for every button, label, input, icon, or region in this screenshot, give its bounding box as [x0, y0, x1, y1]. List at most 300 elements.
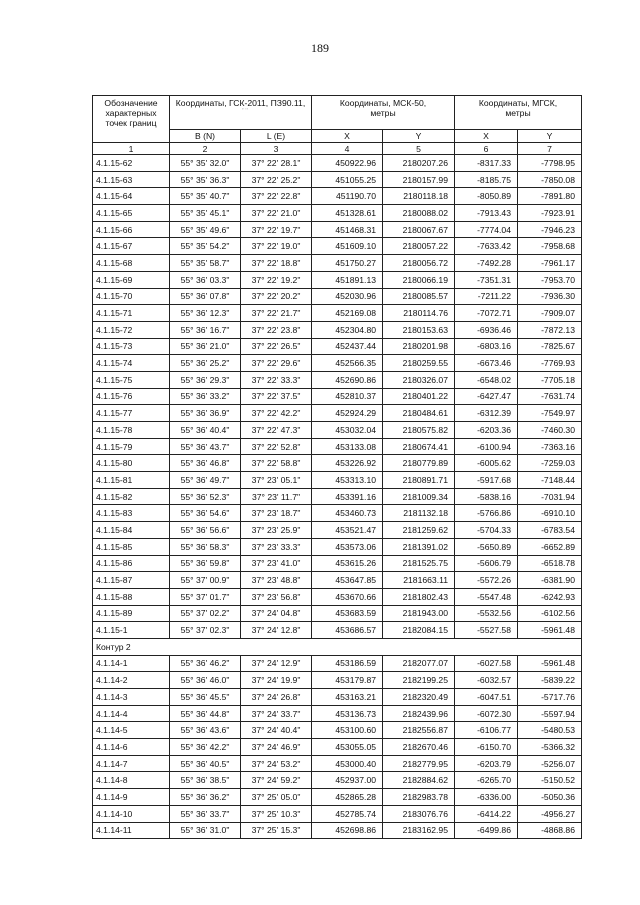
point-id-cell: 4.1.14-6	[93, 739, 170, 756]
longitude-l-cell: 37° 22' 25.2"	[241, 171, 312, 188]
point-id-cell: 4.1.14-10	[93, 805, 170, 822]
longitude-l-cell: 37° 24' 04.8"	[241, 605, 312, 622]
longitude-l-cell: 37° 25' 05.0"	[241, 789, 312, 806]
msk-y-cell: 2182320.49	[383, 689, 455, 706]
msk-x-cell: 453136.73	[312, 705, 383, 722]
msk-x-cell: 453032.04	[312, 422, 383, 439]
point-id-cell: 4.1.15-82	[93, 488, 170, 505]
mgsk-x-cell: -5917.68	[455, 472, 518, 489]
msk-y-cell: 2180085.57	[383, 288, 455, 305]
msk-x-cell: 451609.10	[312, 238, 383, 255]
table-row	[93, 522, 582, 539]
longitude-l-cell: 37° 25' 15.3"	[241, 822, 312, 839]
latitude-b-cell: 55° 36' 54.6"	[170, 505, 241, 522]
mgsk-y-cell: -7923.91	[518, 205, 582, 222]
longitude-l-cell: 37° 22' 58.8"	[241, 455, 312, 472]
column-number: 4	[312, 143, 383, 155]
longitude-l-cell: 37° 23' 18.7"	[241, 505, 312, 522]
mgsk-x-cell: -8317.33	[455, 155, 518, 172]
msk-y-cell: 2182670.46	[383, 739, 455, 756]
point-id-cell: 4.1.15-77	[93, 405, 170, 422]
point-id-cell: 4.1.14-9	[93, 789, 170, 806]
longitude-l-cell: 37° 25' 10.3"	[241, 805, 312, 822]
header-gsk-note: ° ' "	[241, 107, 248, 112]
msk-y-cell: 2180259.55	[383, 355, 455, 372]
mgsk-y-cell: -7872.13	[518, 321, 582, 338]
longitude-l-cell: 37° 22' 28.1"	[241, 155, 312, 172]
longitude-l-cell: 37° 22' 19.0"	[241, 238, 312, 255]
mgsk-x-cell: -6005.62	[455, 455, 518, 472]
mgsk-y-cell: -7631.74	[518, 388, 582, 405]
msk-x-cell: 452785.74	[312, 805, 383, 822]
msk-x-cell: 452437.44	[312, 338, 383, 355]
latitude-b-cell: 55° 36' 42.2"	[170, 739, 241, 756]
msk-x-cell: 452810.37	[312, 388, 383, 405]
table-row	[93, 438, 582, 455]
latitude-b-cell: 55° 36' 29.3"	[170, 371, 241, 388]
mgsk-y-cell: -7798.95	[518, 155, 582, 172]
msk-y-cell: 2180484.61	[383, 405, 455, 422]
longitude-l-cell: 37° 24' 46.9"	[241, 739, 312, 756]
contour-2-rows	[93, 655, 582, 839]
msk-y-cell: 2181525.75	[383, 555, 455, 572]
msk-x-cell: 453460.73	[312, 505, 383, 522]
latitude-b-cell: 55° 35' 40.7"	[170, 188, 241, 205]
msk-x-cell: 453647.85	[312, 572, 383, 589]
header-mgsk-title: Координаты, МГСК,	[478, 98, 558, 108]
header-msk-title: Координаты, МСК-50,	[339, 98, 427, 108]
msk-x-cell: 453179.87	[312, 672, 383, 689]
subheader-l: L (E)	[241, 130, 312, 143]
table-row	[93, 622, 582, 639]
latitude-b-cell: 55° 36' 25.2"	[170, 355, 241, 372]
table-row	[93, 371, 582, 388]
table-row	[93, 822, 582, 839]
mgsk-y-cell: -5839.22	[518, 672, 582, 689]
mgsk-x-cell: -6027.58	[455, 655, 518, 672]
latitude-b-cell: 55° 36' 43.6"	[170, 722, 241, 739]
table-row	[93, 271, 582, 288]
msk-y-cell: 2180674.41	[383, 438, 455, 455]
msk-y-cell: 2182779.95	[383, 755, 455, 772]
latitude-b-cell: 55° 35' 49.6"	[170, 221, 241, 238]
point-id-cell: 4.1.15-69	[93, 271, 170, 288]
msk-y-cell: 2182077.07	[383, 655, 455, 672]
mgsk-x-cell: -6336.00	[455, 789, 518, 806]
mgsk-y-cell: -6518.78	[518, 555, 582, 572]
mgsk-x-cell: -6673.46	[455, 355, 518, 372]
mgsk-y-cell: -7936.30	[518, 288, 582, 305]
msk-y-cell: 2181943.00	[383, 605, 455, 622]
mgsk-y-cell: -5597.94	[518, 705, 582, 722]
mgsk-y-cell: -7850.08	[518, 171, 582, 188]
point-id-cell: 4.1.15-64	[93, 188, 170, 205]
mgsk-x-cell: -7774.04	[455, 221, 518, 238]
table-row	[93, 605, 582, 622]
mgsk-x-cell: -6427.47	[455, 388, 518, 405]
msk-y-cell: 2180066.19	[383, 271, 455, 288]
point-id-cell: 4.1.15-70	[93, 288, 170, 305]
msk-y-cell: 2180401.22	[383, 388, 455, 405]
msk-x-cell: 452698.86	[312, 822, 383, 839]
msk-x-cell: 452865.28	[312, 789, 383, 806]
msk-x-cell: 453683.59	[312, 605, 383, 622]
point-id-cell: 4.1.15-1	[93, 622, 170, 639]
table-row	[93, 588, 582, 605]
table-row	[93, 355, 582, 372]
point-id-cell: 4.1.14-8	[93, 772, 170, 789]
mgsk-x-cell: -5606.79	[455, 555, 518, 572]
msk-y-cell: 2182199.25	[383, 672, 455, 689]
latitude-b-cell: 55° 36' 49.7"	[170, 472, 241, 489]
longitude-l-cell: 37° 23' 41.0"	[241, 555, 312, 572]
point-id-cell: 4.1.14-2	[93, 672, 170, 689]
subheader-b: B (N)	[170, 130, 241, 143]
msk-x-cell: 451750.27	[312, 255, 383, 272]
header-mgsk-unit: метры	[505, 108, 531, 118]
longitude-l-cell: 37° 23' 25.9"	[241, 522, 312, 539]
mgsk-y-cell: -7953.70	[518, 271, 582, 288]
table-row	[93, 488, 582, 505]
mgsk-y-cell: -5961.48	[518, 622, 582, 639]
point-id-cell: 4.1.15-63	[93, 171, 170, 188]
mgsk-y-cell: -5961.48	[518, 655, 582, 672]
longitude-l-cell: 37° 23' 05.1"	[241, 472, 312, 489]
header-mgsk	[455, 96, 582, 130]
msk-x-cell: 453000.40	[312, 755, 383, 772]
longitude-l-cell: 37° 22' 21.7"	[241, 305, 312, 322]
table-row	[93, 171, 582, 188]
longitude-l-cell: 37° 22' 21.0"	[241, 205, 312, 222]
column-number: 6	[455, 143, 518, 155]
point-id-cell: 4.1.15-89	[93, 605, 170, 622]
subheader-msk-y: Y	[383, 130, 455, 143]
mgsk-y-cell: -5050.36	[518, 789, 582, 806]
mgsk-x-cell: -7072.71	[455, 305, 518, 322]
latitude-b-cell: 55° 36' 40.5"	[170, 755, 241, 772]
table-row	[93, 388, 582, 405]
header-msk-unit: метры	[370, 108, 396, 118]
column-number-row	[93, 143, 582, 155]
msk-x-cell: 453670.66	[312, 588, 383, 605]
latitude-b-cell: 55° 36' 43.7"	[170, 438, 241, 455]
header-point-designation	[93, 96, 170, 143]
mgsk-x-cell: -7492.28	[455, 255, 518, 272]
mgsk-x-cell: -8050.89	[455, 188, 518, 205]
point-id-cell: 4.1.14-3	[93, 689, 170, 706]
point-id-cell: 4.1.15-68	[93, 255, 170, 272]
table-row	[93, 722, 582, 739]
msk-y-cell: 2181802.43	[383, 588, 455, 605]
mgsk-y-cell: -7705.18	[518, 371, 582, 388]
mgsk-y-cell: -7891.80	[518, 188, 582, 205]
mgsk-y-cell: -7259.03	[518, 455, 582, 472]
point-id-cell: 4.1.14-4	[93, 705, 170, 722]
longitude-l-cell: 37° 24' 12.9"	[241, 655, 312, 672]
latitude-b-cell: 55° 36' 38.5"	[170, 772, 241, 789]
msk-x-cell: 453186.59	[312, 655, 383, 672]
table-row	[93, 155, 582, 172]
table-row	[93, 689, 582, 706]
page-number: 189	[311, 41, 329, 55]
longitude-l-cell: 37° 22' 19.7"	[241, 221, 312, 238]
table-row	[93, 188, 582, 205]
mgsk-x-cell: -6936.46	[455, 321, 518, 338]
longitude-l-cell: 37° 22' 20.2"	[241, 288, 312, 305]
longitude-l-cell: 37° 22' 22.8"	[241, 188, 312, 205]
point-id-cell: 4.1.15-78	[93, 422, 170, 439]
msk-y-cell: 2180118.18	[383, 188, 455, 205]
mgsk-y-cell: -7825.67	[518, 338, 582, 355]
header-msk	[312, 96, 455, 130]
mgsk-y-cell: -7549.97	[518, 405, 582, 422]
msk-y-cell: 2180157.99	[383, 171, 455, 188]
point-id-cell: 4.1.15-87	[93, 572, 170, 589]
longitude-l-cell: 37° 22' 23.8"	[241, 321, 312, 338]
header-point-line-1: Обозначение	[104, 98, 158, 108]
longitude-l-cell: 37° 22' 33.3"	[241, 371, 312, 388]
msk-y-cell: 2182084.15	[383, 622, 455, 639]
msk-x-cell: 453100.60	[312, 722, 383, 739]
msk-x-cell: 452924.29	[312, 405, 383, 422]
mgsk-y-cell: -5150.52	[518, 772, 582, 789]
subheader-msk-x: X	[312, 130, 383, 143]
mgsk-x-cell: -6499.86	[455, 822, 518, 839]
msk-x-cell: 451055.25	[312, 171, 383, 188]
longitude-l-cell: 37° 23' 33.3"	[241, 538, 312, 555]
mgsk-y-cell: -4956.27	[518, 805, 582, 822]
point-id-cell: 4.1.15-65	[93, 205, 170, 222]
mgsk-y-cell: -7769.93	[518, 355, 582, 372]
latitude-b-cell: 55° 35' 54.2"	[170, 238, 241, 255]
longitude-l-cell: 37° 22' 37.5"	[241, 388, 312, 405]
table-row	[93, 572, 582, 589]
table-row	[93, 288, 582, 305]
mgsk-y-cell: -6910.10	[518, 505, 582, 522]
longitude-l-cell: 37° 23' 56.8"	[241, 588, 312, 605]
point-id-cell: 4.1.14-7	[93, 755, 170, 772]
mgsk-x-cell: -6032.57	[455, 672, 518, 689]
longitude-l-cell: 37° 22' 18.8"	[241, 255, 312, 272]
latitude-b-cell: 55° 36' 46.2"	[170, 655, 241, 672]
msk-x-cell: 453313.10	[312, 472, 383, 489]
msk-x-cell: 453055.05	[312, 739, 383, 756]
longitude-l-cell: 37° 22' 47.3"	[241, 422, 312, 439]
point-id-cell: 4.1.15-84	[93, 522, 170, 539]
latitude-b-cell: 55° 35' 45.1"	[170, 205, 241, 222]
table-row	[93, 805, 582, 822]
column-number: 2	[170, 143, 241, 155]
subheader-mgsk-x: X	[455, 130, 518, 143]
mgsk-y-cell: -6381.90	[518, 572, 582, 589]
msk-x-cell: 451468.31	[312, 221, 383, 238]
mgsk-x-cell: -6548.02	[455, 371, 518, 388]
column-number: 5	[383, 143, 455, 155]
msk-x-cell: 453391.16	[312, 488, 383, 505]
msk-y-cell: 2183162.95	[383, 822, 455, 839]
column-number: 7	[518, 143, 582, 155]
column-number: 3	[241, 143, 312, 155]
msk-x-cell: 451328.61	[312, 205, 383, 222]
msk-x-cell: 453133.08	[312, 438, 383, 455]
msk-y-cell: 2181391.02	[383, 538, 455, 555]
mgsk-x-cell: -5766.86	[455, 505, 518, 522]
msk-y-cell: 2180057.22	[383, 238, 455, 255]
point-id-cell: 4.1.15-66	[93, 221, 170, 238]
mgsk-x-cell: -7633.42	[455, 238, 518, 255]
latitude-b-cell: 55° 36' 36.9"	[170, 405, 241, 422]
msk-x-cell: 453521.47	[312, 522, 383, 539]
table-row	[93, 705, 582, 722]
mgsk-x-cell: -5532.56	[455, 605, 518, 622]
longitude-l-cell: 37° 24' 19.9"	[241, 672, 312, 689]
point-id-cell: 4.1.15-85	[93, 538, 170, 555]
longitude-l-cell: 37° 23' 11.7"	[241, 488, 312, 505]
latitude-b-cell: 55° 36' 58.3"	[170, 538, 241, 555]
longitude-l-cell: 37° 22' 52.8"	[241, 438, 312, 455]
msk-x-cell: 452690.86	[312, 371, 383, 388]
msk-y-cell: 2183076.76	[383, 805, 455, 822]
msk-y-cell: 2181009.34	[383, 488, 455, 505]
point-id-cell: 4.1.15-74	[93, 355, 170, 372]
msk-x-cell: 453615.26	[312, 555, 383, 572]
mgsk-x-cell: -6203.79	[455, 755, 518, 772]
latitude-b-cell: 55° 37' 02.2"	[170, 605, 241, 622]
table-row	[93, 255, 582, 272]
point-id-cell: 4.1.15-81	[93, 472, 170, 489]
point-id-cell: 4.1.15-73	[93, 338, 170, 355]
mgsk-x-cell: -7913.43	[455, 205, 518, 222]
latitude-b-cell: 55° 36' 12.3"	[170, 305, 241, 322]
mgsk-y-cell: -6242.93	[518, 588, 582, 605]
latitude-b-cell: 55° 36' 45.5"	[170, 689, 241, 706]
msk-x-cell: 453226.92	[312, 455, 383, 472]
latitude-b-cell: 55° 36' 52.3"	[170, 488, 241, 505]
latitude-b-cell: 55° 36' 33.2"	[170, 388, 241, 405]
latitude-b-cell: 55° 36' 36.2"	[170, 789, 241, 806]
msk-y-cell: 2180779.89	[383, 455, 455, 472]
table-row	[93, 772, 582, 789]
msk-y-cell: 2180575.82	[383, 422, 455, 439]
point-id-cell: 4.1.15-88	[93, 588, 170, 605]
coordinates-table	[92, 95, 582, 839]
table-row	[93, 505, 582, 522]
table-row	[93, 422, 582, 439]
mgsk-x-cell: -5650.89	[455, 538, 518, 555]
header-row	[93, 96, 582, 130]
table-row	[93, 238, 582, 255]
latitude-b-cell: 55° 36' 46.0"	[170, 672, 241, 689]
latitude-b-cell: 55° 36' 46.8"	[170, 455, 241, 472]
point-id-cell: 4.1.15-79	[93, 438, 170, 455]
mgsk-y-cell: -7946.23	[518, 221, 582, 238]
mgsk-y-cell: -5480.53	[518, 722, 582, 739]
point-id-cell: 4.1.14-11	[93, 822, 170, 839]
header-gsk-title: Координаты, ГСК-2011, ПЗ90.11,	[175, 98, 306, 108]
msk-x-cell: 453163.21	[312, 689, 383, 706]
latitude-b-cell: 55° 36' 44.8"	[170, 705, 241, 722]
mgsk-x-cell: -6312.39	[455, 405, 518, 422]
point-id-cell: 4.1.14-1	[93, 655, 170, 672]
latitude-b-cell: 55° 35' 32.0"	[170, 155, 241, 172]
table-row	[93, 221, 582, 238]
msk-y-cell: 2181663.11	[383, 572, 455, 589]
longitude-l-cell: 37° 24' 12.8"	[241, 622, 312, 639]
mgsk-y-cell: -7909.07	[518, 305, 582, 322]
latitude-b-cell: 55° 37' 00.9"	[170, 572, 241, 589]
longitude-l-cell: 37° 22' 42.2"	[241, 405, 312, 422]
table-row	[93, 755, 582, 772]
table-row	[93, 672, 582, 689]
mgsk-x-cell: -6414.22	[455, 805, 518, 822]
msk-x-cell: 450922.96	[312, 155, 383, 172]
msk-x-cell: 452937.00	[312, 772, 383, 789]
point-id-cell: 4.1.14-5	[93, 722, 170, 739]
msk-x-cell: 452566.35	[312, 355, 383, 372]
table-row	[93, 739, 582, 756]
contour-2-section	[93, 638, 582, 655]
mgsk-x-cell: -5704.33	[455, 522, 518, 539]
table-row	[93, 321, 582, 338]
longitude-l-cell: 37° 22' 19.2"	[241, 271, 312, 288]
point-id-cell: 4.1.15-80	[93, 455, 170, 472]
mgsk-y-cell: -7460.30	[518, 422, 582, 439]
latitude-b-cell: 55° 36' 16.7"	[170, 321, 241, 338]
header-gsk	[170, 96, 312, 130]
mgsk-y-cell: -5717.76	[518, 689, 582, 706]
point-id-cell: 4.1.15-75	[93, 371, 170, 388]
msk-x-cell: 452030.96	[312, 288, 383, 305]
point-id-cell: 4.1.15-86	[93, 555, 170, 572]
latitude-b-cell: 55° 35' 58.7"	[170, 255, 241, 272]
point-id-cell: 4.1.15-67	[93, 238, 170, 255]
mgsk-y-cell: -5366.32	[518, 739, 582, 756]
column-number: 1	[93, 143, 170, 155]
mgsk-y-cell: -6652.89	[518, 538, 582, 555]
msk-x-cell: 451190.70	[312, 188, 383, 205]
latitude-b-cell: 55° 35' 36.3"	[170, 171, 241, 188]
msk-x-cell: 451891.13	[312, 271, 383, 288]
msk-x-cell: 452304.80	[312, 321, 383, 338]
msk-y-cell: 2180207.26	[383, 155, 455, 172]
table-row	[93, 538, 582, 555]
table-row	[93, 338, 582, 355]
point-id-cell: 4.1.15-76	[93, 388, 170, 405]
latitude-b-cell: 55° 37' 01.7"	[170, 588, 241, 605]
msk-y-cell: 2182884.62	[383, 772, 455, 789]
msk-x-cell: 453573.06	[312, 538, 383, 555]
mgsk-x-cell: -5838.16	[455, 488, 518, 505]
msk-x-cell: 453686.57	[312, 622, 383, 639]
msk-y-cell: 2180891.71	[383, 472, 455, 489]
mgsk-x-cell: -5547.48	[455, 588, 518, 605]
msk-y-cell: 2180067.67	[383, 221, 455, 238]
msk-y-cell: 2180088.02	[383, 205, 455, 222]
mgsk-x-cell: -5572.26	[455, 572, 518, 589]
mgsk-x-cell: -7211.22	[455, 288, 518, 305]
mgsk-y-cell: -7961.17	[518, 255, 582, 272]
mgsk-x-cell: -6265.70	[455, 772, 518, 789]
table-row	[93, 472, 582, 489]
mgsk-y-cell: -5256.07	[518, 755, 582, 772]
longitude-l-cell: 37° 24' 53.2"	[241, 755, 312, 772]
table-row	[93, 205, 582, 222]
latitude-b-cell: 55° 36' 40.4"	[170, 422, 241, 439]
subheader-mgsk-y: Y	[518, 130, 582, 143]
contour-1-rows	[93, 155, 582, 639]
latitude-b-cell: 55° 37' 02.3"	[170, 622, 241, 639]
longitude-l-cell: 37° 22' 26.5"	[241, 338, 312, 355]
